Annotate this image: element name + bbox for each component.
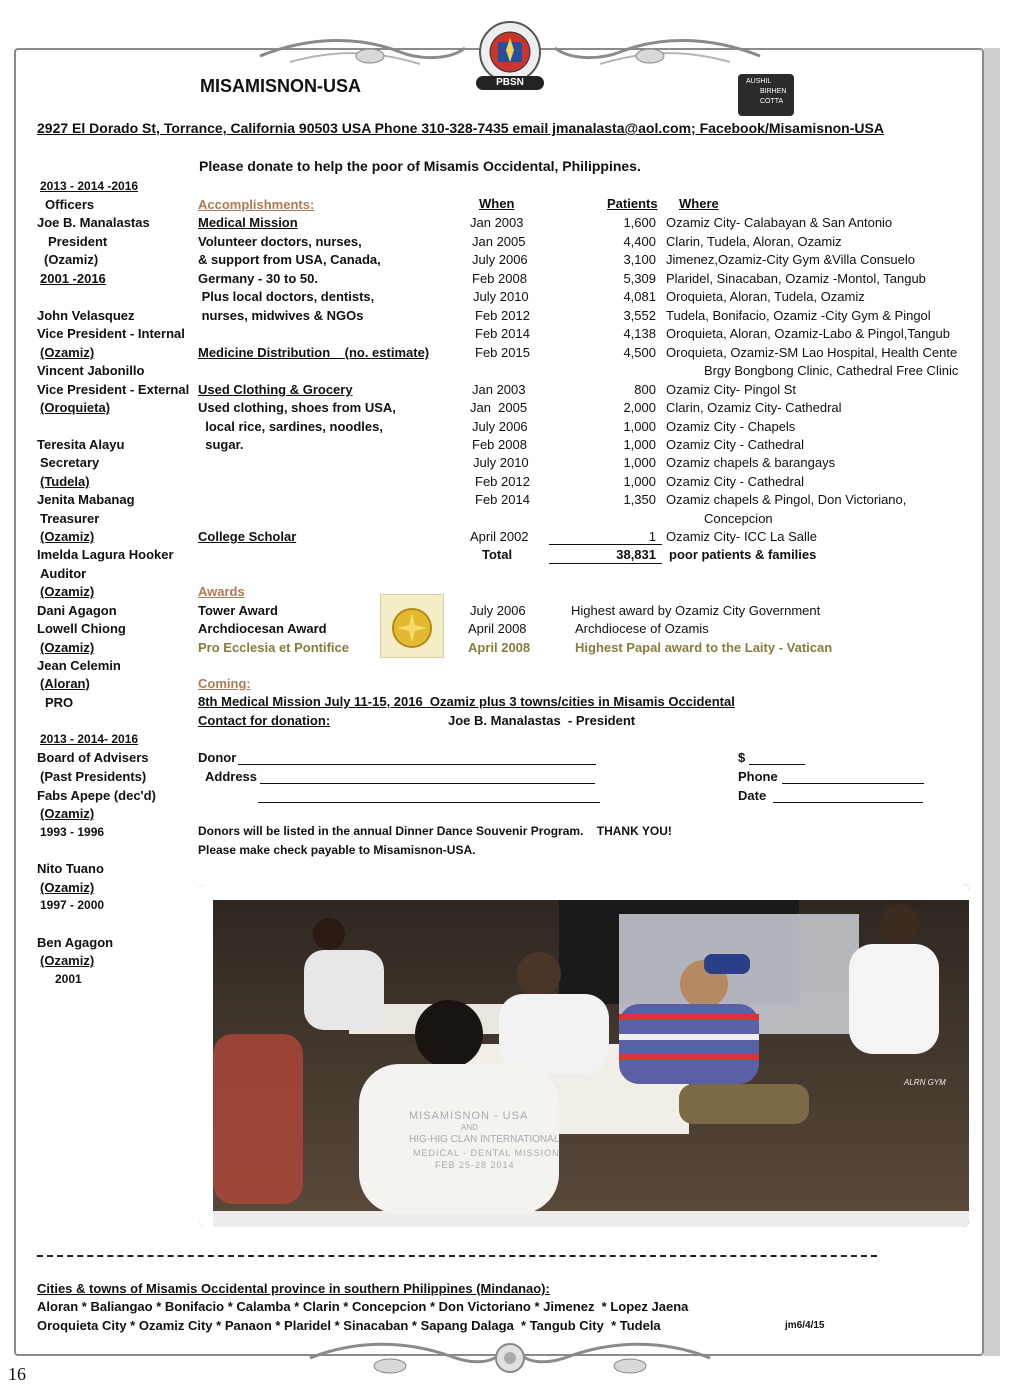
row-when: Feb 2008 (472, 437, 527, 452)
row-where: Ozamiz City- ICC La Salle (666, 529, 817, 544)
coming-event: 8th Medical Mission July 11-15, 2016 Ozamiz plus 3 towns/cities in Misamis Occidental (198, 694, 735, 709)
officers-years: 2013 - 2014 -2016 (40, 179, 139, 193)
donor-note: Donors will be listed in the annual Dinner Dance Souvenir Program. THANK YOU! (198, 824, 672, 838)
award-when: July 2006 (470, 603, 526, 618)
row-where: Clarin, Tudela, Aloran, Ozamiz (666, 234, 842, 249)
row-where-cont: Concepcion (704, 511, 773, 526)
shirt-text: MISAMISNON - USA (409, 1110, 529, 1122)
contact-address: 2927 El Dorado St, Torrance, California 90503 USA Phone 310-328-7435 email jmanalasta@aol.com; Facebook/Misamisnon-USA (37, 120, 884, 136)
cities-heading: Cities & towns of Misamis Occidental province in southern Philippines (Mindanao): (37, 1281, 550, 1296)
officer-role: Vice President - Internal (37, 326, 185, 341)
adviser-name: Nito Tuano (37, 861, 104, 876)
row-when: Feb 2012 (475, 474, 530, 489)
bottom-ornament (300, 1334, 720, 1384)
phone-label: Phone (738, 769, 778, 784)
awards-heading: Awards (198, 584, 245, 599)
row-where: Ozamiz City - Chapels (666, 419, 796, 434)
award-desc: Archdiocese of Ozamis (575, 621, 709, 636)
adviser-place: (Ozamiz) (40, 806, 95, 821)
row-when: Jan 2005 (472, 234, 526, 249)
officers-label: Officers (45, 197, 95, 212)
award-when: April 2008 (468, 621, 527, 636)
clothing-title: Used Clothing & Grocery (198, 382, 353, 397)
clothing-desc: sugar. (198, 437, 244, 452)
row-when: April 2002 (470, 529, 529, 544)
advisers-label: Board of Advisers (37, 750, 149, 765)
donor-label: Donor (198, 750, 237, 765)
shirt-text: HIG-HIG CLAN INTERNATIONAL (409, 1134, 560, 1145)
officer-role: Auditor (40, 566, 87, 581)
page-number: 16 (8, 1364, 26, 1384)
org-title: MISAMISNON-USA (200, 76, 361, 96)
row-where: Ozamiz City- Calabayan & San Antonio (666, 215, 893, 230)
row-where: Ozamiz chapels & Pingol, Don Victoriano, (666, 492, 907, 507)
officer-name: Joe B. Manalastas (37, 215, 150, 230)
col-where-header: Where (679, 196, 719, 211)
officer-name: Jean Celemin (37, 658, 121, 673)
row-where: Ozamiz chapels & barangays (666, 455, 836, 470)
amount-field[interactable] (749, 764, 805, 765)
total-label: Total (482, 547, 513, 562)
medical-desc: Volunteer doctors, nurses, (198, 234, 362, 249)
officer-place: (Ozamiz) (40, 345, 95, 360)
gym-sign: ALRN GYM (904, 1078, 946, 1087)
award-name: Archdiocesan Award (198, 621, 327, 636)
row-when: Feb 2014 (475, 492, 530, 507)
total-desc: poor patients & families (669, 547, 817, 562)
row-where: Ozamiz City - Cathedral (666, 474, 804, 489)
advisers-label: (Past Presidents) (40, 769, 147, 784)
award-desc: Highest award by Ozamiz City Government (571, 603, 821, 618)
officer-role: Secretary (40, 455, 100, 470)
medical-mission-title: Medical Mission (198, 215, 298, 230)
row-when: July 2006 (472, 419, 528, 434)
shirt-text: FEB 25-28 2014 (435, 1160, 515, 1170)
row-when: July 2006 (472, 252, 528, 267)
row-where: Plaridel, Sinacaban, Ozamiz -Montol, Tangub (666, 271, 926, 286)
advisers-years: 2013 - 2014- 2016 (40, 732, 139, 746)
medical-desc: Plus local doctors, dentists, (198, 289, 375, 304)
clothing-desc: local rice, sardines, noodles, (198, 419, 383, 434)
row-patients: 4,400 (623, 234, 656, 249)
address-field[interactable] (260, 783, 595, 784)
row-patients: 1,000 (623, 455, 656, 470)
row-patients: 3,100 (623, 252, 656, 267)
row-when: Feb 2015 (475, 345, 530, 360)
officer-place: (Ozamiz) (40, 640, 95, 655)
row-when: Feb 2012 (475, 308, 530, 323)
donor-field[interactable] (238, 764, 596, 765)
row-patients: 1 (648, 529, 656, 544)
officer-place: (Ozamiz) (40, 529, 95, 544)
adviser-name: Fabs Apepe (dec'd) (37, 788, 156, 803)
row-when: July 2010 (473, 455, 529, 470)
adviser-years: 1993 - 1996 (40, 825, 105, 839)
row-patients: 1,000 (623, 474, 656, 489)
date-label: Date (738, 788, 767, 803)
officer-name: John Velasquez (37, 308, 135, 323)
col-when-header: When (479, 196, 515, 211)
row-patients: 1,350 (623, 492, 656, 507)
officer-name: Jenita Mabanag (37, 492, 135, 507)
check-note: Please make check payable to Misamisnon-USA. (198, 843, 476, 857)
address-field-2[interactable] (258, 802, 600, 803)
officer-name: Dani Agagon (37, 603, 117, 618)
church-badge (738, 74, 794, 116)
officer-role: PRO (45, 695, 74, 710)
row-patients: 4,500 (623, 345, 656, 360)
row-patients: 4,081 (623, 289, 656, 304)
officer-name: Vincent Jabonillo (37, 363, 145, 378)
pbsn-logo (470, 20, 550, 92)
officer-place: (Tudela) (40, 474, 90, 489)
row-where: Oroquieta, Aloran, Tudela, Ozamiz (666, 289, 865, 304)
officer-role: Vice President - External (37, 382, 190, 397)
cities-line: Aloran * Baliangao * Bonifacio * Calamba * Clarin * Concepcion * Don Victoriano * Jimenez * Lopez Jaena (37, 1299, 689, 1314)
row-patients: 2,000 (623, 400, 656, 415)
medal-icon (381, 595, 443, 657)
address-label: Address (205, 769, 258, 784)
officer-name: Teresita Alayu (37, 437, 125, 452)
adviser-years: 1997 - 2000 (40, 898, 105, 912)
right-edge-rail (984, 48, 1000, 1356)
adviser-place: (Ozamiz) (40, 880, 95, 895)
phone-field[interactable] (782, 783, 924, 784)
row-patients: 800 (634, 382, 656, 397)
officer-role: Treasurer (40, 511, 100, 526)
pbsn-logo-text: PBSN (476, 76, 544, 90)
accomplishments-heading: Accomplishments: (198, 197, 315, 212)
officer-place: (Aloran) (40, 676, 90, 691)
row-patients: 5,309 (623, 271, 656, 286)
photo-scene (199, 884, 969, 1227)
row-where: Oroquieta, Aloran, Ozamiz-Labo & Pingol,Tangub (666, 326, 951, 341)
row-when: July 2010 (473, 289, 529, 304)
medical-desc: Germany - 30 to 50. (198, 271, 318, 286)
row-when: Feb 2014 (475, 326, 530, 341)
row-where: Ozamiz City - Cathedral (666, 437, 804, 452)
badge-line: COTTA (760, 98, 784, 105)
row-when: Feb 2008 (472, 271, 527, 286)
row-where: Oroquieta, Ozamiz-SM Lao Hospital, Health Cente (666, 345, 958, 360)
clothing-desc: Used clothing, shoes from USA, (198, 400, 396, 415)
row-when: Jan 2003 (470, 215, 524, 230)
amount-label: $ (738, 750, 746, 765)
row-patients: 4,138 (623, 326, 656, 341)
officer-term: 2001 -2016 (40, 271, 106, 286)
mission-photo (199, 884, 969, 1227)
officer-name: Imelda Lagura Hooker (37, 547, 174, 562)
adviser-years: 2001 (55, 972, 82, 986)
row-where: Ozamiz City- Pingol St (666, 382, 797, 397)
cities-line: Oroquieta City * Ozamiz City * Panaon * Plaridel * Sinacaban * Sapang Dalaga * Tangub City * Tudela (37, 1318, 661, 1333)
papal-medal (380, 594, 444, 658)
total-rule-top (549, 544, 662, 545)
row-patients: 1,600 (623, 215, 656, 230)
row-patients: 1,000 (623, 419, 656, 434)
total-value: 38,831 (616, 547, 656, 562)
officer-name: Lowell Chiong (37, 621, 126, 636)
contact-label: Contact for donation: (198, 713, 331, 728)
officer-place: (Ozamiz) (40, 584, 95, 599)
row-when: Jan 2005 (470, 400, 528, 415)
medical-desc: & support from USA, Canada, (198, 252, 381, 267)
adviser-place: (Ozamiz) (40, 953, 95, 968)
shirt-text: AND (461, 1123, 478, 1132)
medical-desc: nurses, midwives & NGOs (198, 308, 364, 323)
row-patients: 1,000 (623, 437, 656, 452)
row-patients: 3,552 (623, 308, 656, 323)
award-name: Tower Award (198, 603, 278, 618)
scholar-title: College Scholar (198, 529, 297, 544)
total-rule-bottom (549, 563, 662, 564)
officer-place: (Ozamiz) (44, 252, 99, 267)
officer-place: (Oroquieta) (40, 400, 111, 415)
doc-code: jm6/4/15 (785, 1320, 825, 1331)
officer-role: President (48, 234, 108, 249)
award-name: Pro Ecclesia et Pontifice (198, 640, 350, 655)
col-patients-header: Patients (607, 196, 658, 211)
date-field[interactable] (773, 802, 923, 803)
badge-line: AUSHIL (746, 78, 772, 85)
row-where: Jimenez,Ozamiz-City Gym &Villa Consuelo (666, 252, 915, 267)
row-where: Tudela, Bonifacio, Ozamiz -City Gym & Pingol (666, 308, 931, 323)
donation-appeal: Please donate to help the poor of Misamis Occidental, Philippines. (199, 158, 641, 174)
dashed-divider (37, 1255, 877, 1257)
contact-name: Joe B. Manalastas - President (448, 713, 636, 728)
badge-line: BIRHEN (760, 88, 787, 95)
row-where: Clarin, Ozamiz City- Cathedral (666, 400, 842, 415)
adviser-name: Ben Agagon (37, 935, 114, 950)
award-when: April 2008 (468, 640, 531, 655)
row-where-cont: Brgy Bongbong Clinic, Cathedral Free Clinic (704, 363, 959, 378)
medicine-title: Medicine Distribution (no. estimate) (198, 345, 430, 360)
coming-heading: Coming: (198, 676, 251, 691)
award-desc: Highest Papal award to the Laity - Vatican (575, 640, 833, 655)
shirt-text: MEDICAL - DENTAL MISSION (413, 1148, 560, 1158)
row-when: Jan 2003 (472, 382, 526, 397)
